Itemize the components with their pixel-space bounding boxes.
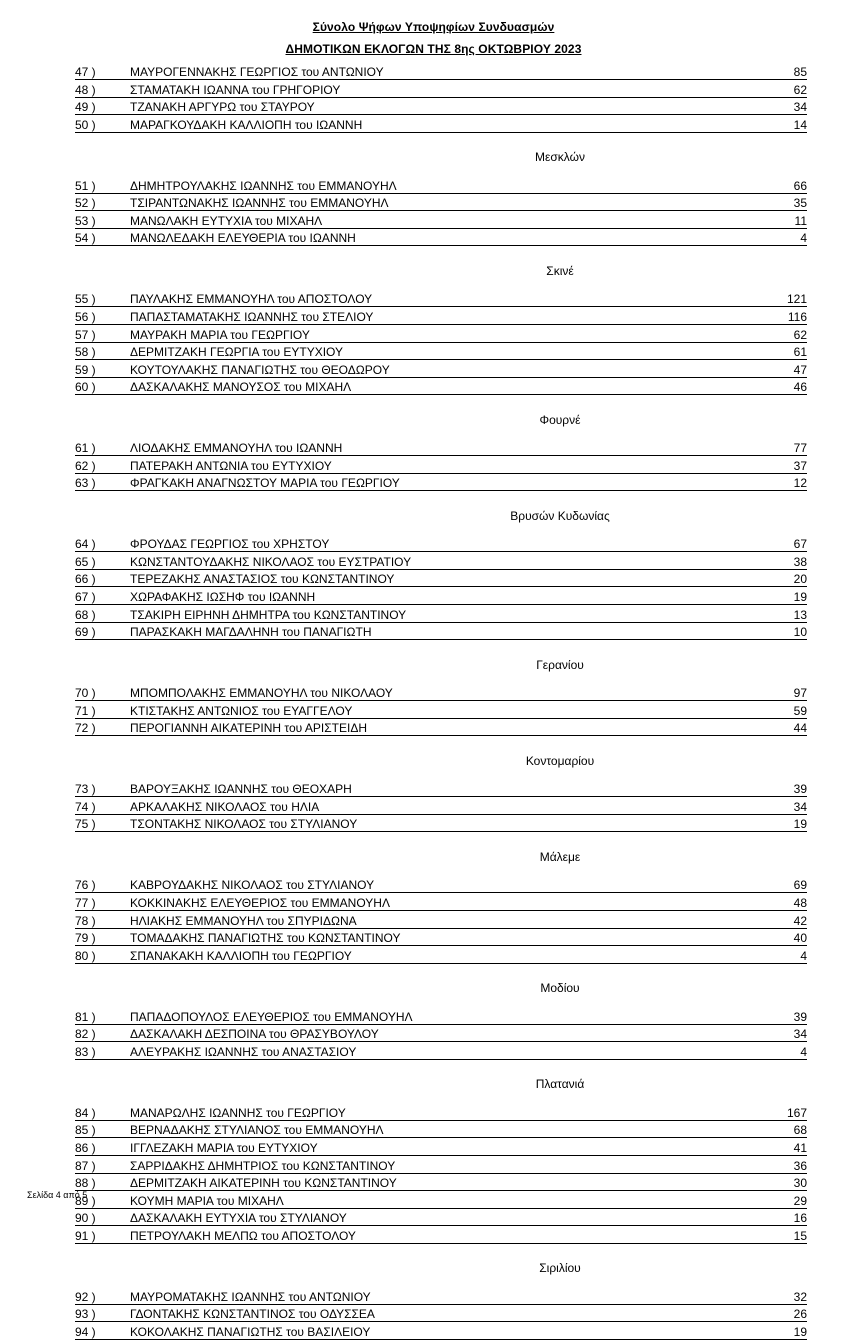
candidate-votes: 15 [793, 1228, 807, 1243]
candidate-number: 72 ) [75, 721, 96, 736]
candidate-number: 70 ) [75, 686, 96, 701]
candidate-name: ΦΡΑΓΚΑΚΗ ΑΝΑΓΝΩΣΤΟΥ ΜΑΡΙΑ του ΓΕΩΡΓΙΟΥ [130, 476, 400, 491]
candidate-name: ΜΠΟΜΠΟΛΑΚΗΣ ΕΜΜΑΝΟΥΗΛ του ΝΙΚΟΛΑΟΥ [130, 686, 393, 701]
candidate-number: 62 ) [75, 458, 96, 473]
candidate-row [75, 342, 807, 360]
candidate-votes: 14 [793, 117, 807, 132]
candidate-name: ΠΑΤΕΡΑΚΗ ΑΝΤΩΝΙΑ του ΕΥΤΥΧΙΟΥ [130, 458, 332, 473]
section-heading: Βρυσών Κυδωνίας [510, 508, 610, 523]
candidate-votes: 39 [793, 1009, 807, 1024]
candidate-votes: 47 [793, 362, 807, 377]
candidate-votes: 69 [793, 878, 807, 893]
candidate-name: ΣΠΑΝΑΚΑΚΗ ΚΑΛΛΙΟΠΗ του ΓΕΩΡΓΙΟΥ [130, 948, 352, 963]
candidate-name: ΠΑΠΑΣΤΑΜΑΤΑΚΗΣ ΙΩΑΝΝΗΣ του ΣΤΕΛΙΟΥ [130, 309, 374, 324]
candidate-name: ΔΗΜΗΤΡΟΥΛΑΚΗΣ ΙΩΑΝΝΗΣ του ΕΜΜΑΝΟΥΗΛ [130, 178, 397, 193]
candidate-row [75, 1304, 807, 1322]
candidate-votes: 61 [793, 345, 807, 360]
candidate-row [75, 62, 807, 80]
candidate-votes: 16 [793, 1211, 807, 1226]
candidate-number: 67 ) [75, 590, 96, 604]
candidate-votes: 19 [793, 590, 807, 604]
candidate-votes: 46 [793, 380, 807, 395]
candidate-row [75, 587, 807, 605]
candidate-votes: 36 [793, 1158, 807, 1173]
candidate-row [75, 569, 807, 587]
candidate-votes: 62 [793, 82, 807, 97]
candidate-row [75, 80, 807, 98]
candidate-votes: 41 [793, 1140, 807, 1155]
candidate-votes: 13 [793, 607, 807, 622]
candidate-number: 85 ) [75, 1123, 96, 1138]
candidate-name: ΜΑΝΩΛΑΚΗ ΕΥΤΥΧΙΑ του ΜΙΧΑΗΛ [130, 213, 323, 228]
candidate-number: 61 ) [75, 441, 96, 456]
candidate-name: ΜΑΝΩΛΕΔΑΚΗ ΕΛΕΥΘΕΡΙΑ του ΙΩΑΝΝΗ [130, 231, 356, 246]
candidate-number: 86 ) [75, 1140, 96, 1155]
candidate-votes: 67 [793, 537, 807, 552]
candidate-row [75, 718, 807, 736]
candidate-votes: 10 [793, 625, 807, 640]
candidate-number: 57 ) [75, 327, 96, 342]
candidate-row [75, 1024, 807, 1042]
candidate-row [75, 1226, 807, 1244]
candidate-votes: 34 [793, 100, 807, 115]
candidate-number: 79 ) [75, 931, 96, 946]
candidate-number: 54 ) [75, 231, 96, 246]
candidate-name: ΓΔΟΝΤΑΚΗΣ ΚΩΝΣΤΑΝΤΙΝΟΣ του ΟΔΥΣΣΕΑ [130, 1307, 375, 1322]
candidate-name: ΗΛΙΑΚΗΣ ΕΜΜΑΝΟΥΗΛ του ΣΠΥΡΙΔΩΝΑ [130, 913, 357, 928]
candidate-row [75, 534, 807, 552]
candidate-name: ΜΑΥΡΑΚΗ ΜΑΡΙΑ του ΓΕΩΡΓΙΟΥ [130, 327, 310, 342]
candidate-row [75, 1042, 807, 1060]
candidate-row [75, 928, 807, 946]
candidate-number: 48 ) [75, 82, 96, 97]
candidate-votes: 4 [800, 1044, 807, 1059]
candidate-number: 55 ) [75, 292, 96, 307]
candidate-name: ΒΑΡΟΥΞΑΚΗΣ ΙΩΑΝΝΗΣ του ΘΕΟΧΑΡΗ [130, 782, 352, 797]
candidate-votes: 19 [793, 817, 807, 832]
candidate-row [75, 946, 807, 964]
candidate-number: 80 ) [75, 948, 96, 963]
candidate-name: ΔΑΣΚΑΛΑΚΗΣ ΜΑΝΟΥΣΟΣ του ΜΙΧΑΗΛ [130, 380, 352, 395]
candidate-name: ΛΙΟΔΑΚΗΣ ΕΜΜΑΝΟΥΗΛ του ΙΩΑΝΝΗ [130, 441, 343, 456]
section-heading: Σιριλίου [539, 1261, 581, 1276]
candidate-name: ΙΓΓΛΕΖΑΚΗ ΜΑΡΙΑ του ΕΥΤΥΧΙΟΥ [130, 1140, 318, 1155]
candidate-row [75, 360, 807, 378]
candidate-number: 91 ) [75, 1228, 96, 1243]
candidate-number: 68 ) [75, 607, 96, 622]
candidate-row [75, 307, 807, 325]
candidate-votes: 12 [793, 476, 807, 491]
candidate-row [75, 438, 807, 456]
candidate-name: ΤΟΜΑΔΑΚΗΣ ΠΑΝΑΓΙΩΤΗΣ του ΚΩΝΣΤΑΝΤΙΝΟΥ [130, 931, 401, 946]
candidate-name: ΑΡΚΑΛΑΚΗΣ ΝΙΚΟΛΑΟΣ του ΗΛΙΑ [130, 799, 320, 814]
candidate-name: ΠΕΡΟΓΙΑΝΝΗ ΑΙΚΑΤΕΡΙΝΗ του ΑΡΙΣΤΕΙΔΗ [130, 721, 368, 736]
candidate-number: 63 ) [75, 476, 96, 491]
candidate-votes: 48 [793, 896, 807, 910]
candidate-name: ΜΑΥΡΟΓΕΝΝΑΚΗΣ ΓΕΩΡΓΙΟΣ του ΑΝΤΩΝΙΟΥ [130, 65, 384, 79]
candidate-votes: 62 [793, 327, 807, 342]
candidate-row [75, 1007, 807, 1025]
candidate-name: ΔΑΣΚΑΛΑΚΗ ΔΕΣΠΟΙΝΑ του ΘΡΑΣΥΒΟΥΛΟΥ [130, 1027, 379, 1042]
candidate-row [75, 1103, 807, 1121]
candidate-number: 73 ) [75, 782, 96, 797]
candidate-number: 69 ) [75, 625, 96, 640]
candidate-name: ΔΕΡΜΙΤΖΑΚΗ ΓΕΩΡΓΙΑ του ΕΥΤΥΧΙΟΥ [130, 345, 343, 360]
candidate-votes: 32 [793, 1289, 807, 1304]
candidate-row [75, 875, 807, 893]
candidate-row [75, 97, 807, 115]
candidate-row [75, 1191, 807, 1209]
candidate-number: 83 ) [75, 1044, 96, 1059]
candidate-row [75, 377, 807, 395]
page-subtitle: ΔΗΜΟΤΙΚΩΝ ΕΚΛΟΓΩΝ ΤΗΣ 8ης ΟΚΤΩΒΡΙΟΥ 2023 [285, 42, 582, 56]
candidate-number: 75 ) [75, 817, 96, 832]
section-heading: Μοδίου [540, 981, 580, 996]
candidate-name: ΚΤΙΣΤΑΚΗΣ ΑΝΤΩΝΙΟΣ του ΕΥΑΓΓΕΛΟΥ [130, 703, 353, 718]
candidate-row [75, 779, 807, 797]
candidate-row [75, 797, 807, 815]
candidate-name: ΤΣΙΡΑΝΤΩΝΑΚΗΣ ΙΩΑΝΝΗΣ του ΕΜΜΑΝΟΥΗΛ [130, 196, 389, 211]
candidate-votes: 20 [793, 572, 807, 587]
candidate-number: 81 ) [75, 1009, 96, 1024]
candidate-name: ΚΟΚΟΛΑΚΗΣ ΠΑΝΑΓΙΩΤΗΣ του ΒΑΣΙΛΕΙΟΥ [130, 1324, 371, 1339]
candidate-row [75, 473, 807, 491]
candidate-number: 47 ) [75, 65, 96, 79]
section-heading: Φουρνέ [539, 412, 581, 427]
candidate-number: 51 ) [75, 178, 96, 193]
candidate-name: ΦΡΟΥΔΑΣ ΓΕΩΡΓΙΟΣ του ΧΡΗΣΤΟΥ [130, 537, 330, 552]
candidate-name: ΤΣΑΚΙΡΗ ΕΙΡΗΝΗ ΔΗΜΗΤΡΑ του ΚΩΝΣΤΑΝΤΙΝΟΥ [130, 607, 407, 622]
candidate-number: 92 ) [75, 1289, 96, 1304]
candidate-name: ΠΑΥΛΑΚΗΣ ΕΜΜΑΝΟΥΗΛ του ΑΠΟΣΤΟΛΟΥ [130, 292, 373, 307]
candidate-votes: 42 [793, 913, 807, 928]
candidate-row [75, 605, 807, 623]
candidate-row [75, 193, 807, 211]
candidate-votes: 116 [787, 309, 807, 324]
candidate-name: ΣΤΑΜΑΤΑΚΗ ΙΩΑΝΝΑ του ΓΡΗΓΟΡΙΟΥ [130, 82, 341, 97]
candidate-votes: 35 [793, 196, 807, 211]
candidate-row [75, 1120, 807, 1138]
candidate-number: 84 ) [75, 1105, 96, 1120]
candidate-votes: 34 [793, 799, 807, 814]
candidate-row [75, 1138, 807, 1156]
candidate-votes: 38 [793, 554, 807, 569]
candidate-votes: 37 [793, 458, 807, 473]
candidate-number: 64 ) [75, 537, 96, 552]
candidate-row [75, 893, 807, 911]
candidate-name: ΤΕΡΕΖΑΚΗΣ ΑΝΑΣΤΑΣΙΟΣ του ΚΩΝΣΤΑΝΤΙΝΟΥ [130, 572, 395, 587]
candidate-number: 88 ) [75, 1176, 96, 1191]
candidate-name: ΠΕΤΡΟΥΛΑΚΗ ΜΕΛΠΩ του ΑΠΟΣΤΟΛΟΥ [130, 1228, 356, 1243]
candidate-votes: 39 [793, 782, 807, 797]
candidate-row [75, 176, 807, 194]
candidate-number: 49 ) [75, 100, 96, 115]
candidate-votes: 121 [786, 292, 807, 307]
candidate-number: 89 ) [75, 1193, 96, 1208]
candidate-votes: 19 [793, 1324, 807, 1339]
candidate-name: ΔΑΣΚΑΛΑΚΗ ΕΥΤΥΧΙΑ του ΣΤΥΛΙΑΝΟΥ [130, 1211, 347, 1226]
candidate-votes: 29 [793, 1193, 807, 1208]
candidate-number: 56 ) [75, 309, 96, 324]
candidate-name: ΚΟΥΜΗ ΜΑΡΙΑ του ΜΙΧΑΗΛ [130, 1193, 284, 1208]
candidate-votes: 34 [793, 1027, 807, 1042]
page-number: Σελίδα 4 από 5 [27, 1190, 88, 1200]
candidate-name: ΣΑΡΡΙΔΑΚΗΣ ΔΗΜΗΤΡΙΟΣ του ΚΩΝΣΤΑΝΤΙΝΟΥ [130, 1158, 396, 1173]
candidate-row [75, 683, 807, 701]
candidate-votes: 97 [793, 686, 807, 701]
candidate-number: 53 ) [75, 213, 96, 228]
section-heading: Πλατανιά [535, 1077, 585, 1092]
candidate-row [75, 1287, 807, 1305]
section-heading: Σκινέ [546, 263, 574, 278]
section-heading: Γερανίου [536, 657, 584, 672]
section-heading: Μεσκλών [535, 150, 585, 165]
candidate-row [75, 228, 807, 246]
candidate-votes: 40 [793, 931, 807, 946]
candidate-number: 77 ) [75, 896, 96, 910]
candidate-row [75, 1322, 807, 1340]
candidate-name: ΚΩΝΣΤΑΝΤΟΥΔΑΚΗΣ ΝΙΚΟΛΑΟΣ του ΕΥΣΤΡΑΤΙΟΥ [130, 554, 412, 569]
candidate-row [75, 289, 807, 307]
candidate-row [75, 1173, 807, 1191]
candidate-votes: 167 [786, 1105, 807, 1120]
candidate-number: 78 ) [75, 913, 96, 928]
candidate-number: 94 ) [75, 1324, 96, 1339]
candidate-number: 59 ) [75, 362, 96, 377]
candidate-votes: 59 [793, 703, 807, 718]
candidate-number: 82 ) [75, 1027, 96, 1042]
candidate-number: 58 ) [75, 345, 96, 360]
candidate-row [75, 552, 807, 570]
candidate-row [75, 211, 807, 229]
candidate-name: ΑΛΕΥΡΑΚΗΣ ΙΩΑΝΝΗΣ του ΑΝΑΣΤΑΣΙΟΥ [130, 1044, 357, 1059]
candidate-number: 52 ) [75, 196, 96, 211]
candidate-number: 50 ) [75, 117, 96, 132]
candidate-name: ΠΑΡΑΣΚΑΚΗ ΜΑΓΔΑΛΗΝΗ του ΠΑΝΑΓΙΩΤΗ [130, 625, 372, 640]
candidate-row [75, 622, 807, 640]
candidate-number: 74 ) [75, 799, 96, 814]
candidate-name: ΤΣΟΝΤΑΚΗΣ ΝΙΚΟΛΑΟΣ του ΣΤΥΛΙΑΝΟΥ [130, 817, 358, 832]
candidate-name: ΧΩΡΑΦΑΚΗΣ ΙΩΣΗΦ του ΙΩΑΝΝΗ [130, 590, 316, 604]
candidate-number: 87 ) [75, 1158, 96, 1173]
candidate-name: ΜΑΡΑΓΚΟΥΔΑΚΗ ΚΑΛΛΙΟΠΗ του ΙΩΑΝΝΗ [130, 117, 363, 132]
candidate-row [75, 911, 807, 929]
candidate-name: ΠΑΠΑΔΟΠΟΥΛΟΣ ΕΛΕΥΘΕΡΙΟΣ του ΕΜΜΑΝΟΥΗΛ [130, 1009, 413, 1024]
candidate-name: ΒΕΡΝΑΔΑΚΗΣ ΣΤΥΛΙΑΝΟΣ του ΕΜΜΑΝΟΥΗΛ [130, 1123, 384, 1138]
candidate-name: ΚΟΥΤΟΥΛΑΚΗΣ ΠΑΝΑΓΙΩΤΗΣ του ΘΕΟΔΩΡΟΥ [130, 362, 390, 377]
candidate-votes: 11 [794, 213, 807, 228]
candidate-votes: 85 [793, 65, 807, 79]
candidate-number: 71 ) [75, 703, 96, 718]
candidate-row [75, 115, 807, 133]
candidate-row [75, 1208, 807, 1226]
candidate-votes: 68 [793, 1123, 807, 1138]
candidate-name: ΜΑΥΡΟΜΑΤΑΚΗΣ ΙΩΑΝΝΗΣ του ΑΝΤΩΝΙΟΥ [130, 1289, 371, 1304]
candidate-number: 60 ) [75, 380, 96, 395]
candidate-row [75, 1156, 807, 1174]
candidate-name: ΚΑΒΡΟΥΔΑΚΗΣ ΝΙΚΟΛΑΟΣ του ΣΤΥΛΙΑΝΟΥ [130, 878, 375, 893]
candidate-number: 90 ) [75, 1211, 96, 1226]
candidate-votes: 4 [800, 948, 807, 963]
candidate-row [75, 325, 807, 343]
candidate-number: 66 ) [75, 572, 96, 587]
candidate-name: ΚΟΚΚΙΝΑΚΗΣ ΕΛΕΥΘΕΡΙΟΣ του ΕΜΜΑΝΟΥΗΛ [130, 896, 390, 910]
candidate-votes: 4 [800, 231, 807, 246]
candidate-votes: 26 [793, 1307, 807, 1322]
section-heading: Μάλεμε [539, 849, 581, 864]
candidate-name: ΔΕΡΜΙΤΖΑΚΗ ΑΙΚΑΤΕΡΙΝΗ του ΚΩΝΣΤΑΝΤΙΝΟΥ [130, 1176, 397, 1191]
candidate-row [75, 701, 807, 719]
candidate-votes: 77 [793, 441, 807, 456]
candidate-name: ΜΑΝΑΡΩΛΗΣ ΙΩΑΝΝΗΣ του ΓΕΩΡΓΙΟΥ [130, 1105, 346, 1120]
section-heading: Κοντομαρίου [525, 753, 595, 768]
candidate-name: ΤΖΑΝΑΚΗ ΑΡΓΥΡΩ του ΣΤΑΥΡΟΥ [130, 100, 315, 115]
candidate-row [75, 814, 807, 832]
candidate-number: 93 ) [75, 1307, 96, 1322]
candidate-votes: 44 [793, 721, 807, 736]
candidate-number: 65 ) [75, 554, 96, 569]
candidate-votes: 30 [793, 1176, 807, 1191]
page-title: Σύνολο Ψήφων Υποψηφίων Συνδυασμών [312, 20, 555, 34]
candidate-number: 76 ) [75, 878, 96, 893]
candidate-row [75, 456, 807, 474]
candidate-votes: 66 [793, 178, 807, 193]
